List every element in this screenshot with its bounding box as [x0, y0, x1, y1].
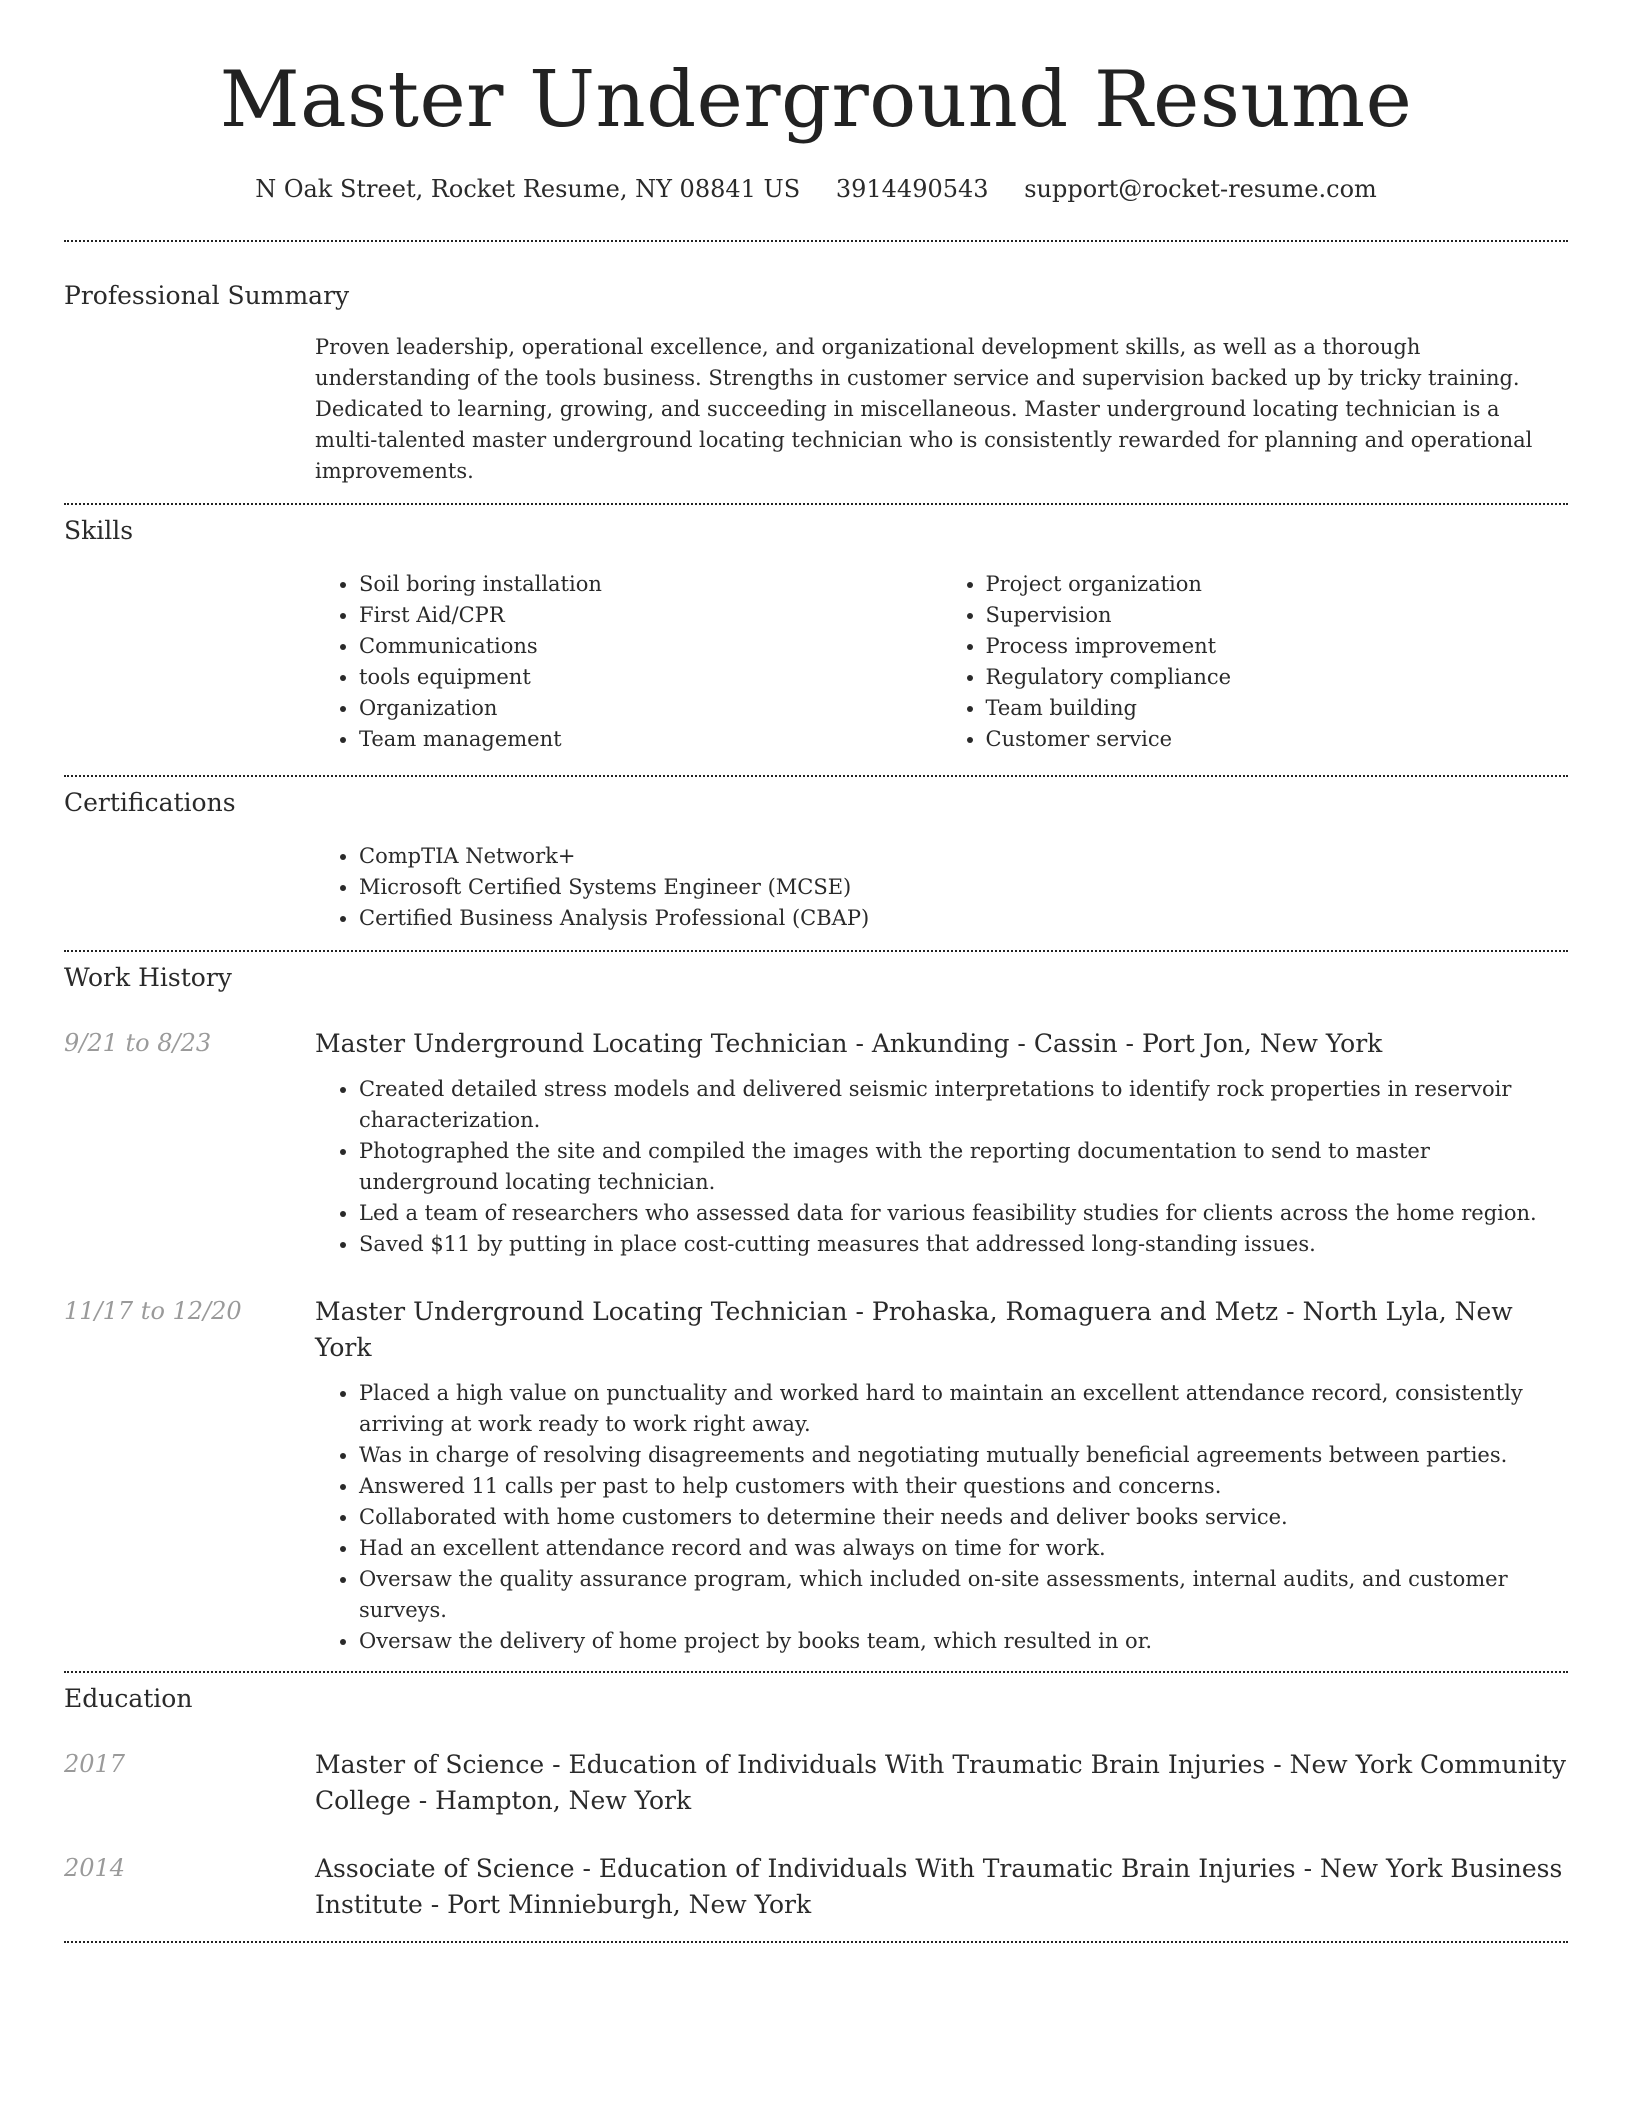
education-title: Education	[64, 1684, 193, 1713]
job-date: 11/17 to 12/20	[64, 1297, 242, 1325]
certification-item: • Microsoft Certified Systems Engineer (MCSE)	[359, 872, 1568, 903]
skill-item: • Team management	[359, 724, 942, 755]
skills-section	[64, 505, 1568, 775]
contact-phone: 3914490543	[835, 175, 989, 203]
skill-item: • Team building	[986, 693, 1569, 724]
job-bullet: • Placed a high value on punctuality and worked hard to maintain an excellent attendance record, consistently arriving at work ready to work right away.	[359, 1378, 1568, 1440]
job-bullet: • Answered 11 calls per past to help customers with their questions and concerns.	[359, 1471, 1568, 1502]
job-bullets	[315, 1378, 1568, 1657]
work-history-title: Work History	[64, 963, 232, 992]
certifications-content	[315, 841, 1568, 934]
job-bullet: • Was in charge of resolving disagreements and negotiating mutually beneficial agreements between parties.	[359, 1440, 1568, 1471]
job-heading: Master Underground Locating Technician - Prohaska, Romaguera and Metz - North Lyla, New York	[315, 1297, 1513, 1362]
job-entry	[64, 1294, 1568, 1657]
skill-item: • Regulatory compliance	[986, 662, 1569, 693]
job-bullets	[315, 1074, 1568, 1260]
skill-item: • tools equipment	[359, 662, 942, 693]
job-bullet: • Photographed the site and compiled the images with the reporting documentation to send to master underground locating technician.	[359, 1136, 1568, 1198]
certification-item: • Certified Business Analysis Professional (CBAP)	[359, 903, 1568, 934]
skills-list-left	[315, 569, 942, 755]
skill-item: • Project organization	[986, 569, 1569, 600]
education-section	[64, 1673, 1568, 1941]
job-bullet: • Oversaw the quality assurance program, which included on-site assessments, internal audits, and customer surveys.	[359, 1564, 1568, 1626]
certifications-list	[315, 841, 1568, 934]
skill-item: • Process improvement	[986, 631, 1569, 662]
skills-list-right	[942, 569, 1569, 755]
job-bullet: • Created detailed stress models and delivered seismic interpretations to identify rock properties in reservoir characterization.	[359, 1074, 1568, 1136]
skill-item: • Customer service	[986, 724, 1569, 755]
contact-email[interactable]: support@rocket-resume.com	[1024, 175, 1377, 203]
job-bullet: • Collaborated with home customers to determine their needs and deliver books service.	[359, 1502, 1568, 1533]
contact-line	[64, 174, 1568, 204]
skills-title: Skills	[64, 516, 134, 545]
certifications-title: Certifications	[64, 788, 236, 817]
education-date: 2014	[64, 1854, 126, 1882]
job-date: 9/21 to 8/23	[64, 1029, 212, 1057]
certification-item: • CompTIA Network+	[359, 841, 1568, 872]
job-bullet: • Saved $11 by putting in place cost-cutting measures that addressed long-standing issues.	[359, 1229, 1568, 1260]
job-heading: Master Underground Locating Technician - Ankunding - Cassin - Port Jon, New York	[315, 1029, 1383, 1058]
summary-section	[64, 242, 1568, 503]
skill-item: • First Aid/CPR	[359, 600, 942, 631]
job-bullet: • Oversaw the delivery of home project by books team, which resulted in or.	[359, 1626, 1568, 1657]
resume-header	[64, 0, 1568, 204]
job-entry	[64, 1026, 1568, 1260]
skill-item: • Communications	[359, 631, 942, 662]
education-entry	[64, 1851, 1568, 1923]
education-heading: Master of Science - Education of Individuals With Traumatic Brain Injuries - New York Community College - Hampton, New York	[315, 1750, 1567, 1815]
job-details	[315, 1378, 1568, 1657]
work-history-section	[64, 952, 1568, 1671]
skill-item: • Soil boring installation	[359, 569, 942, 600]
certifications-section	[64, 777, 1568, 950]
education-heading: Associate of Science - Education of Individuals With Traumatic Brain Injuries - New York Business Institute - Port Minnieburgh, New York	[315, 1854, 1563, 1919]
summary-title: Professional Summary	[64, 281, 350, 310]
job-bullet: • Led a team of researchers who assessed data for various feasibility studies for clients across the home region.	[359, 1198, 1568, 1229]
section-divider	[64, 1941, 1568, 1943]
skills-columns	[315, 569, 1568, 755]
skill-item: • Supervision	[986, 600, 1569, 631]
job-bullet: • Had an excellent attendance record and was always on time for work.	[359, 1533, 1568, 1564]
skill-item: • Organization	[359, 693, 942, 724]
contact-address: N Oak Street, Rocket Resume, NY 08841 US	[255, 175, 801, 203]
summary-text: Proven leadership, operational excellence, and organizational development skills, as well as a thorough understanding of the tools business. Strengths in customer service and supervision backed up by tricky training. Dedicated to learning, growing, and succeeding in miscellaneous. Master underground locating technician is a multi-talented master underground locating technician who is consistently rewarded for planning and operational improvements.	[315, 335, 1533, 483]
education-entry	[64, 1747, 1568, 1819]
job-details	[315, 1074, 1568, 1260]
candidate-name: Master Underground Resume	[219, 55, 1413, 145]
education-date: 2017	[64, 1750, 126, 1778]
